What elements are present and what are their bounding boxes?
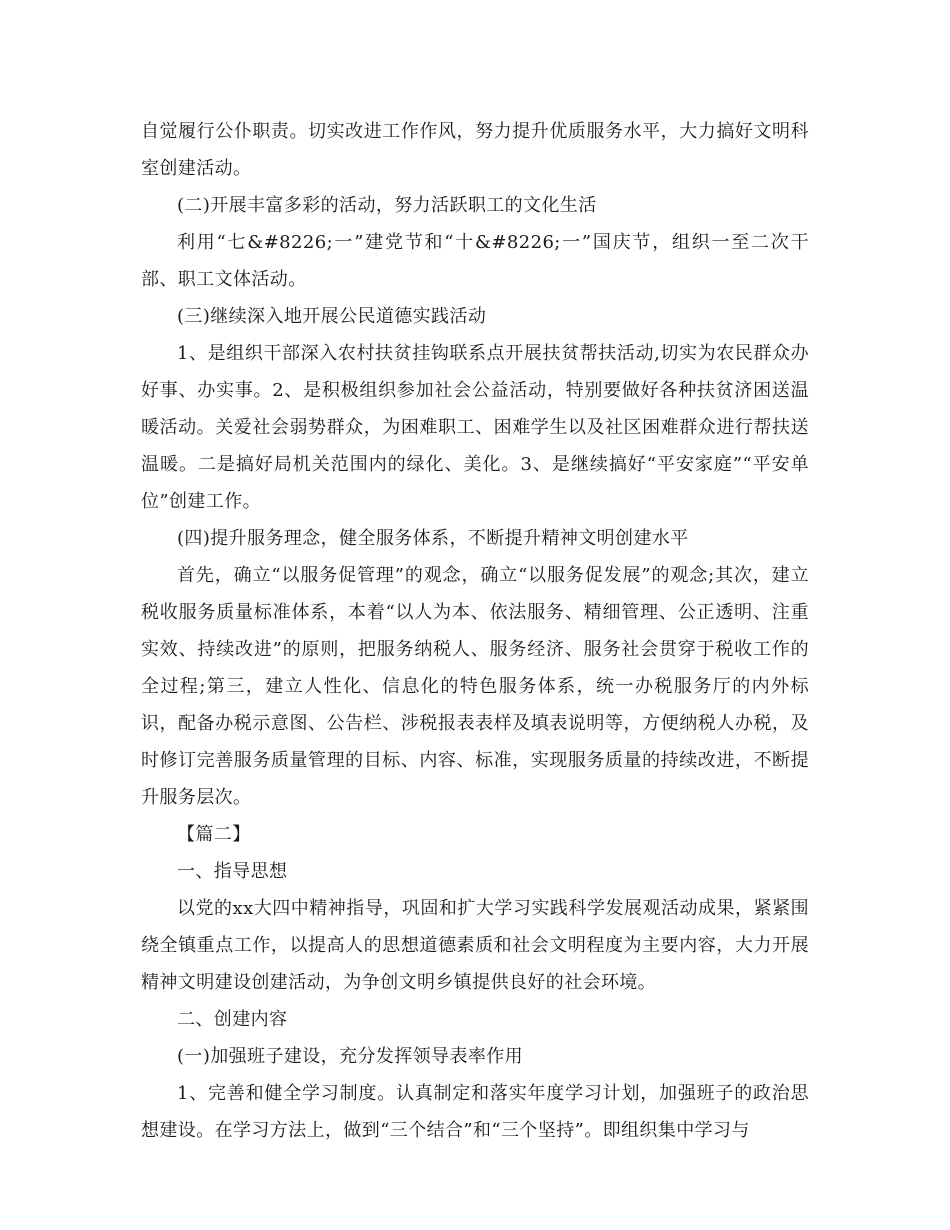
section-heading: (四)提升服务理念，健全服务体系，不断提升精神文明创建水平 xyxy=(177,528,689,549)
paragraph: 首先，确立“以服务促管理”的观念，确立“以服务促发展”的观念;其次，建立税收服务质量标准体系，本着“以人为本、依法服务、精细管理、公正透明、注重实效、持续改进”的原则，把服务纳税人、服务经济、服务社会贯穿于税收工作的全过程;第三，建立人性化、信息化的特色服务体系，统一办税服务厅的内外标识，配备办税示意图、公告栏、涉税报表表样及填表说明等，方便纳税人办税，及时修订完善服务质量管理的目标、内容、标准，实现服务质量的持续改进，不断提升服务层次。 xyxy=(141,565,809,808)
part-heading: 【篇二】 xyxy=(177,824,251,845)
section-heading: (一)加强班子建设，充分发挥领导表率作用 xyxy=(177,1046,524,1067)
paragraph: 利用“七&#8226;一”建党节和“十&#8226;一”国庆节，组织一至二次干部、职工文体活动。 xyxy=(141,232,809,290)
paragraph: 以党的xx大四中精神指导，巩固和扩大学习实践科学发展观活动成果，紧紧围绕全镇重点工作，以提高人的思想道德素质和社会文明程度为主要内容，大力开展精神文明建设创建活动，为争创文明乡镇提供良好的社会环境。 xyxy=(141,898,809,993)
paragraph: 自觉履行公仆职责。切实改进工作作风，努力提升优质服务水平，大力搞好文明科室创建活动。 xyxy=(141,121,809,179)
paragraph: 1、是组织干部深入农村扶贫挂钩联系点开展扶贫帮扶活动,切实为农民群众办好事、办实事。2、是积极组织参加社会公益活动，特别要做好各种扶贫济困送温暖活动。关爱社会弱势群众，为困难职工、困难学生以及社区困难群众进行帮扶送温暖。二是搞好局机关范围内的绿化、美化。3、是继续搞好“平安家庭”“平安单位”创建工作。 xyxy=(141,343,809,512)
section-heading: (二)开展丰富多彩的活动，努力活跃职工的文化生活 xyxy=(177,195,597,216)
document-body xyxy=(141,113,809,1149)
section-heading: 二、创建内容 xyxy=(177,1009,288,1030)
section-heading: 一、指导思想 xyxy=(177,861,288,882)
paragraph: 1、完善和健全学习制度。认真制定和落实年度学习计划，加强班子的政治思想建设。在学习方法上，做到“三个结合”和“三个坚持”。即组织集中学习与 xyxy=(141,1083,809,1141)
section-heading: (三)继续深入地开展公民道德实践活动 xyxy=(177,306,487,327)
